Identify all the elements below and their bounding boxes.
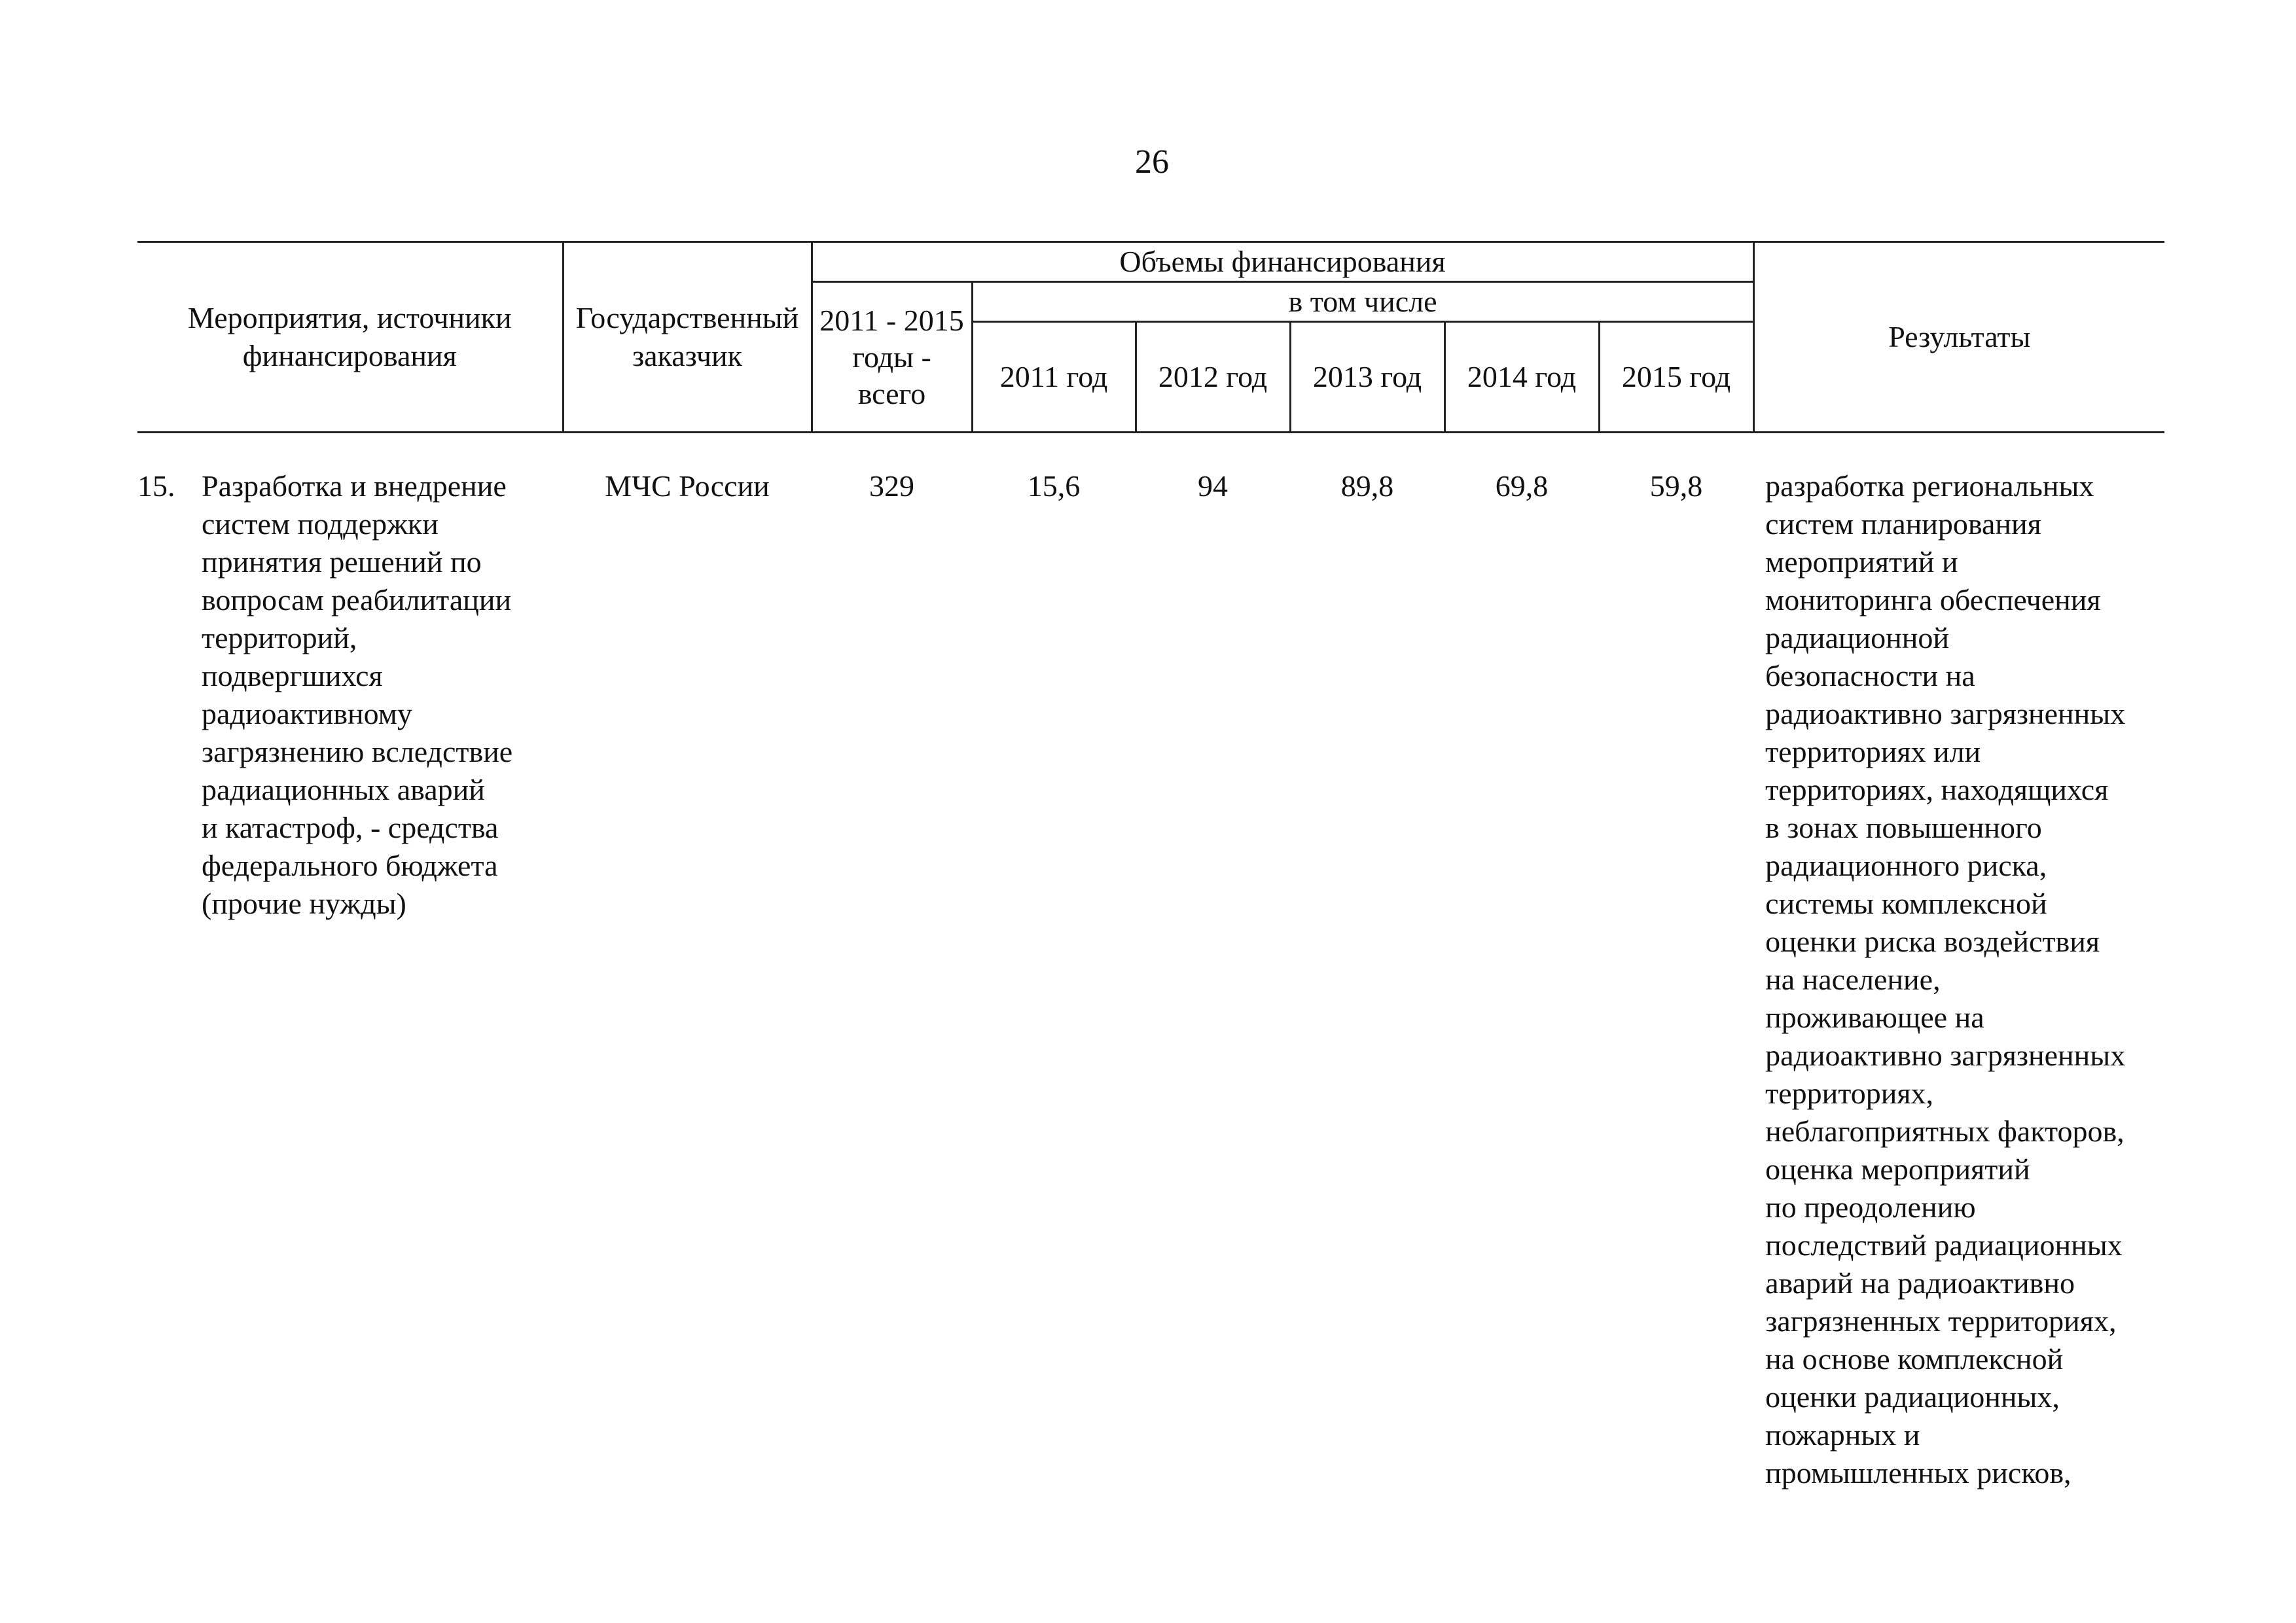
total-cell: 329 xyxy=(869,469,914,503)
year-2015-cell: 59,8 xyxy=(1649,469,1703,503)
table-row xyxy=(137,467,2164,1492)
year-2011-cell: 15,6 xyxy=(1027,469,1081,503)
header-funding-volumes: Объемы финансирования xyxy=(812,242,1753,282)
header-year-2013: 2013 год xyxy=(1290,322,1444,433)
results-text: разработка региональных систем планирования мероприятий и мониторинга обеспечения радиационной безопасности на радиоактивно загрязненных территориях или территориях, находящихся в зонах повышенного радиационного риска, системы комплексной оценки риска воздействия на население, проживающее на радиоактивно загрязненных территориях, неблагоприятных факторов, оценка мероприятий по преодолению последствий радиационных аварий на радиоактивно загрязненных территориях, на основе комплексной оценки радиационных, пожарных и промышленных рисков, xyxy=(1765,469,2126,1489)
results-cell xyxy=(1753,467,2164,1492)
page-number: 26 xyxy=(1135,143,1169,181)
year-2014-cell: 69,8 xyxy=(1495,469,1549,503)
measure-cell xyxy=(137,467,563,1492)
header-including: в том числе xyxy=(972,282,1753,322)
header-total: 2011 - 2015 годы - всего xyxy=(812,282,972,433)
measure-text: Разработка и внедрение систем поддержки принятия решений по вопросам реабилитации территорий, подвергшихся радиоактивному загрязнению вследствие радиационных аварий и катастроф, - средства федерального бюджета (прочие нужды) xyxy=(202,469,513,920)
header-measures: Мероприятия, источники финансирования xyxy=(137,242,563,433)
header-results: Результаты xyxy=(1753,242,2164,433)
funding-table xyxy=(137,241,2164,1492)
row-index: 15. xyxy=(137,469,175,503)
header-year-2011: 2011 год xyxy=(972,322,1136,433)
customer-cell: МЧС России xyxy=(605,469,770,503)
header-customer: Государственный заказчик xyxy=(563,242,812,433)
header-year-2012: 2012 год xyxy=(1136,322,1290,433)
header-year-2015: 2015 год xyxy=(1599,322,1753,433)
header-year-2014: 2014 год xyxy=(1444,322,1599,433)
year-2012-cell: 94 xyxy=(1198,469,1228,503)
year-2013-cell: 89,8 xyxy=(1340,469,1394,503)
